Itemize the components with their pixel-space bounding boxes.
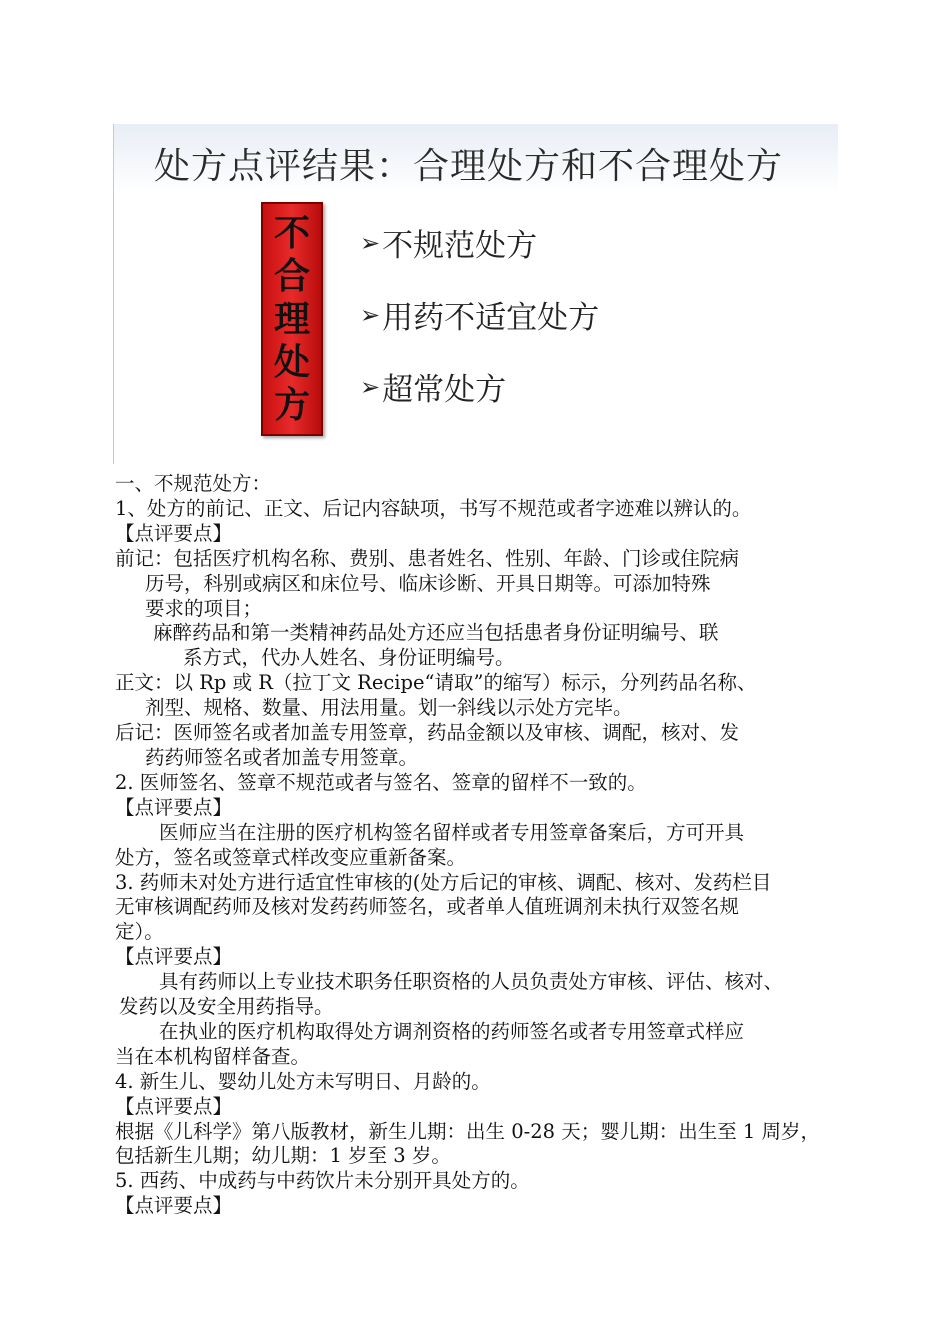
arrow-bullet-icon: ➢ xyxy=(360,228,381,257)
review-points-heading: 【点评要点】 xyxy=(115,1194,233,1218)
paragraph-line: 麻醉药品和第一类精神药品处方还应当包括患者身份证明编号、联 xyxy=(153,621,719,645)
paragraph-line: 正文：以 Rp 或 R（拉丁文 Recipe“请取”的缩写）标示，分列药品名称、 xyxy=(115,671,757,695)
review-points-heading: 【点评要点】 xyxy=(115,521,233,545)
paragraph-line: 根据《儿科学》第八版教材，新生儿期：出生 0-28 天；婴儿期：出生至 1 周岁， xyxy=(115,1119,821,1143)
bullet-item xyxy=(360,292,599,337)
bullet-label: 超常处方 xyxy=(382,372,507,408)
paragraph-line: 当在本机构留样备查。 xyxy=(115,1044,311,1068)
paragraph-line: 前记：包括医疗机构名称、费别、患者姓名、性别、年龄、门诊或住院病 xyxy=(115,546,740,570)
document-body xyxy=(115,472,855,1219)
paragraph-line: 医师应当在注册的医疗机构签名留样或者专用签章备案后，方可开具 xyxy=(159,820,745,844)
item-heading: 1、处方的前记、正文、后记内容缺项，书写不规范或者字迹难以辨认的。 xyxy=(115,496,752,520)
paragraph-line: 具有药师以上专业技术职务任职资格的人员负责处方审核、评估、核对、 xyxy=(159,970,784,994)
red-box-char: 合 xyxy=(273,255,310,297)
bullet-label: 用药不适宜处方 xyxy=(382,300,600,336)
item-heading: 5. 西药、中成药与中药饮片未分别开具处方的。 xyxy=(115,1169,530,1193)
item-heading: 3. 药师未对处方进行适宜性审核的(处方后记的审核、调配、核对、发药栏目 xyxy=(115,870,772,894)
review-points-heading: 【点评要点】 xyxy=(115,945,233,969)
review-points-heading: 【点评要点】 xyxy=(115,795,233,819)
item-heading: 无审核调配药师及核对发药药师签名，或者单人值班调剂未执行双签名规 xyxy=(115,895,740,919)
paragraph-line: 发药以及安全用药指导。 xyxy=(119,995,334,1019)
paragraph-line: 系方式，代办人姓名、身份证明编号。 xyxy=(183,646,515,670)
bullet-label: 不规范处方 xyxy=(382,228,538,264)
paragraph-line: 后记：医师签名或者加盖专用签章，药品金额以及审核、调配，核对、发 xyxy=(115,721,740,745)
item-heading: 4. 新生儿、婴幼儿处方未写明日、月龄的。 xyxy=(115,1069,491,1093)
slide-image xyxy=(113,124,838,464)
paragraph-line: 要求的项目； xyxy=(145,596,263,620)
unreasonable-prescription-box xyxy=(261,202,323,436)
paragraph-line: 剂型、规格、数量、用法用量。划一斜线以示处方完毕。 xyxy=(145,696,633,720)
red-box-char: 理 xyxy=(273,298,310,340)
paragraph-line: 包括新生儿期；幼儿期：1 岁至 3 岁。 xyxy=(115,1144,451,1168)
paragraph-line: 历号，科别或病区和床位号、临床诊断、开具日期等。可添加特殊 xyxy=(145,571,711,595)
review-points-heading: 【点评要点】 xyxy=(115,1094,233,1118)
bullet-item xyxy=(360,364,506,409)
arrow-bullet-icon: ➢ xyxy=(360,372,381,401)
red-box-char: 方 xyxy=(273,384,310,426)
red-box-char: 不 xyxy=(273,212,310,254)
paragraph-line: 处方，签名或签章式样改变应重新备案。 xyxy=(115,845,467,869)
red-box-char: 处 xyxy=(273,341,310,383)
arrow-bullet-icon: ➢ xyxy=(360,300,381,329)
slide-title: 处方点评结果：合理处方和不合理处方 xyxy=(154,146,784,187)
paragraph-line: 在执业的医疗机构取得处方调剂资格的药师签名或者专用签章式样应 xyxy=(159,1019,745,1043)
section-heading: 一、不规范处方： xyxy=(115,472,272,495)
item-heading: 定）。 xyxy=(115,920,164,944)
paragraph-line: 药药师签名或者加盖专用签章。 xyxy=(145,745,419,769)
item-heading: 2. 医师签名、签章不规范或者与签名、签章的留样不一致的。 xyxy=(115,770,647,794)
bullet-item xyxy=(360,220,537,265)
